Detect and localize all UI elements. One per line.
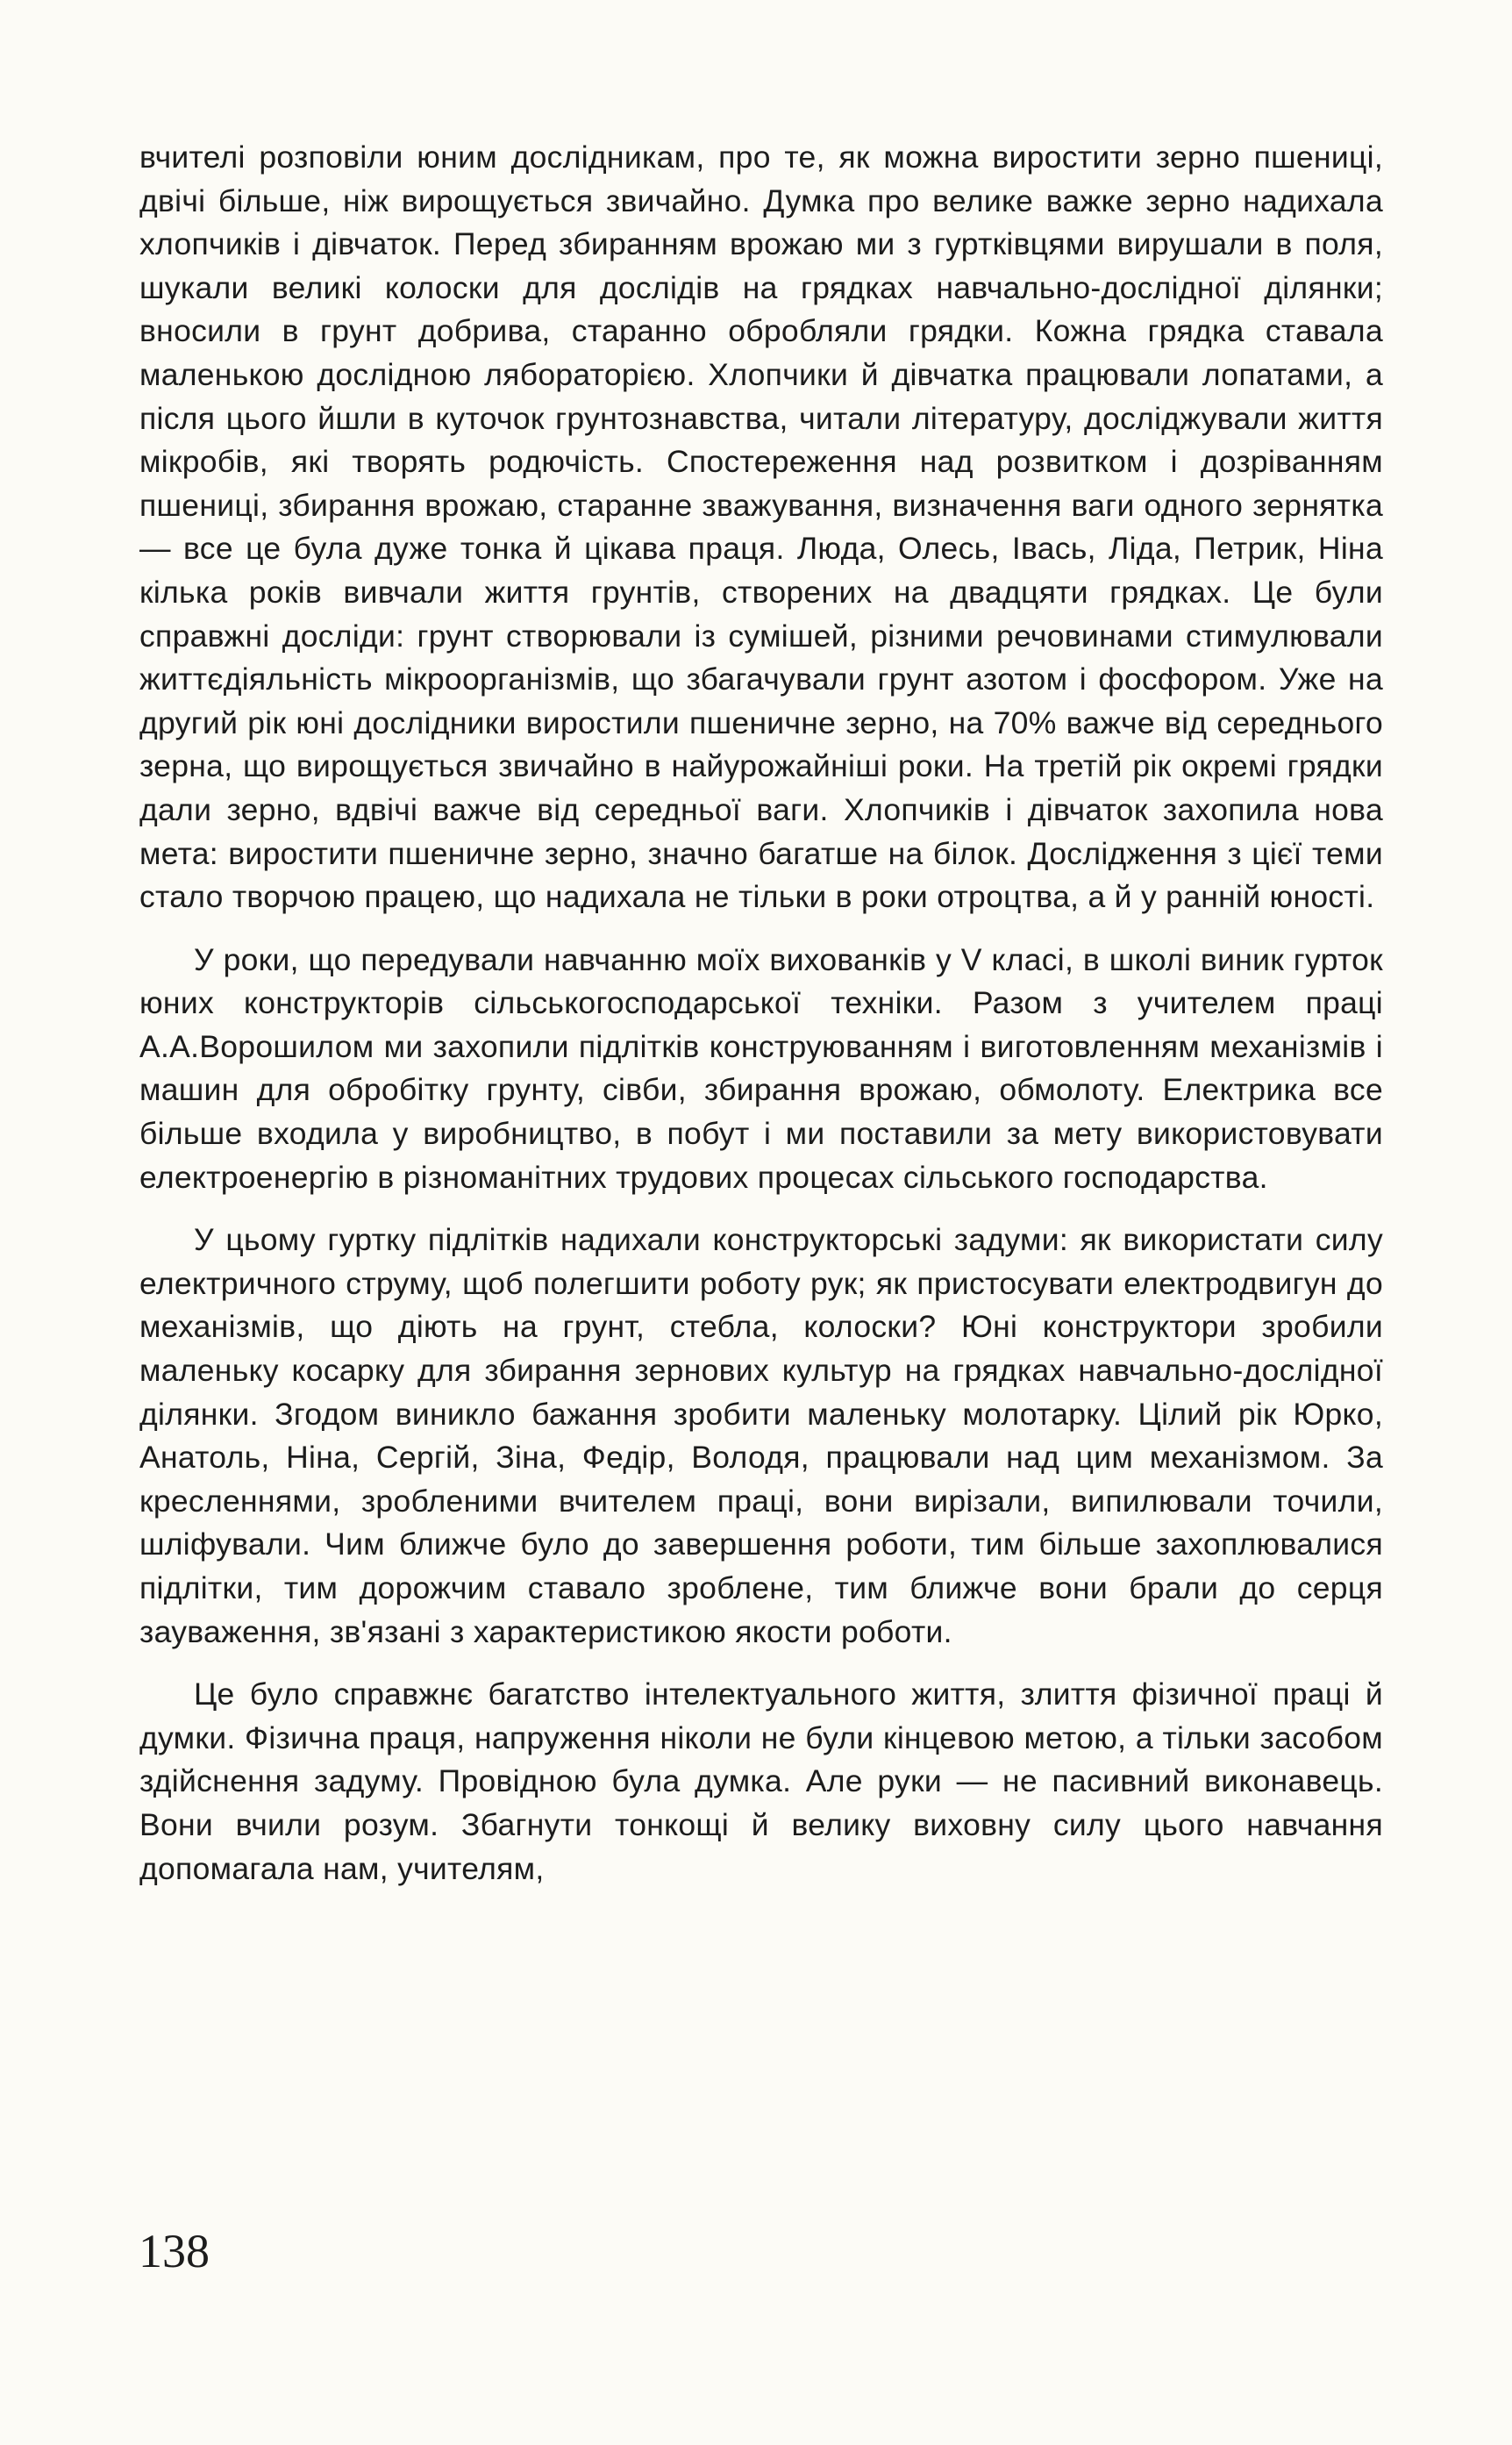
paragraph-1: вчителі розповіли юним дослідникам, про те, як можна виростити зерно пшениці, двічі більше, ніж вирощується звичайно. Думка про велике важке зерно надихала хлопчиків і дівчаток. Перед збиранням врожаю ми з гуртківцями вирушали в поля, шукали великі колоски для дослідів на грядках навчально-дослідної ділянки; вносили в грунт добрива, старанно обробляли грядки. Кожна грядка ставала маленькою дослідною лябораторією. Хлопчики й дівчатка працювали лопатами, а після цього йшли в куточок грунтознавства, читали літературу, досліджували життя мікробів, які творять родючість. Спостереження над розвитком і дозріванням пшениці, збирання врожаю, старанне зважування, визначення ваги одного зернятка — все це була дуже тонка й цікава праця. Люда, Олесь, Івась, Ліда, Петрик, Ніна кілька років вивчали життя грунтів, створених на двадцяти грядках. Це були справжні досліди: грунт створювали із сумішей, різними речовинами стимулювали життєдіяльність мікроорганізмів, що збагачували грунт азотом і фосфором. Уже на другий рік юні дослідники виростили пшеничне зерно, на 70% важче від середнього зерна, що вирощується звичайно в найурожайніші роки. На третій рік окремі грядки дали зерно, вдвічі важче від середньої ваги. Хлопчиків і дівчаток захопила нова мета: виростити пшеничне зерно, значно багатше на білок. Дослідження з цієї теми стало творчою працею, що надихала не тільки в роки отроцтва, а й у ранній юності.: [139, 139, 1383, 915]
page-number: 138: [139, 2225, 210, 2277]
paragraph-4: Це було справжнє багатство інтелектуального життя, злиття фізичної праці й думки. Фізична праця, напруження ніколи не були кінцевою метою, а тільки засобом здійснення задуму. Провідною була думка. Але руки — не пасивний виконавець. Вони вчили розум. Збагнути тонкощі й велику виховну силу цього навчання допомагала нам, учителям,: [139, 1676, 1383, 1886]
paragraph-2: У роки, що передували навчанню моїх вихованків у V класі, в школі виник гурток юних конструкторів сільськогосподарської техніки. Разом з учителем праці А.А.Ворошилом ми захопили підлітків конструюванням і виготовленням механізмів і машин для обробітку грунту, сівби, збирання врожаю, обмолоту. Електрика все більше входила у виробництво, в побут і ми поставили за мету використовувати електроенергію в різноманітних трудових процесах сільського господарства.: [139, 941, 1383, 1195]
paragraph-3: У цьому гуртку підлітків надихали конструкторські задуми: як використати силу електричного струму, щоб полегшити роботу рук; як пристосувати електродвигун до механізмів, що діють на грунт, стебла, колоски? Юні конструктори зробили маленьку косарку для збирання зернових культур на грядках навчально-дослідної ділянки. Згодом виникло бажання зробити маленьку молотарку. Цілий рік Юрко, Анатоль, Ніна, Сергій, Зіна, Федір, Володя, працювали над цим механізмом. За кресленнями, зробленими вчителем праці, вони вирізали, випилювали точили, шліфували. Чим ближче було до завершення роботи, тим більше захоплювалися підлітки, тим дорожчим ставало зроблене, тим ближче вони брали до серця зауваження, зв'язані з характеристикою якости роботи.: [139, 1222, 1383, 1649]
body-text: [139, 136, 1383, 1891]
